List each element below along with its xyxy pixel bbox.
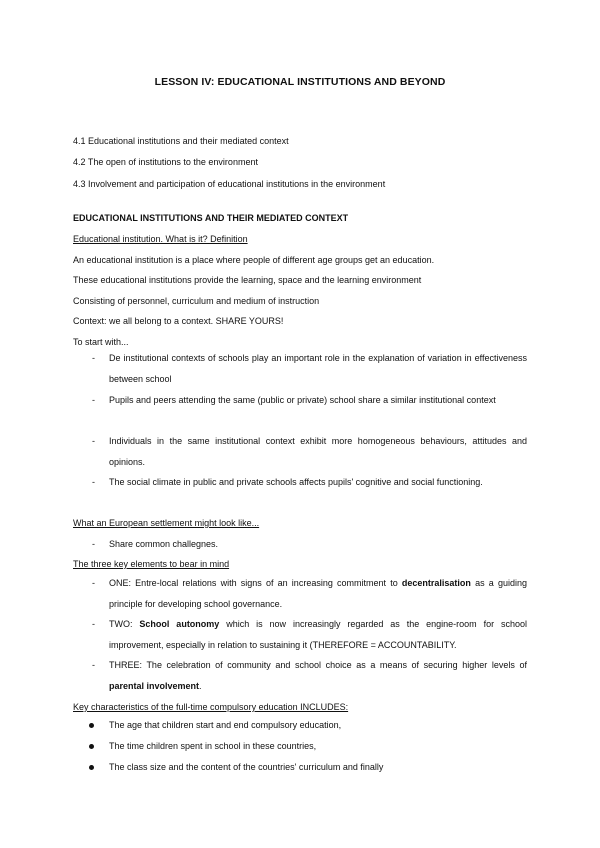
dash-bullet: - — [92, 477, 95, 487]
toc-item: 4.1 Educational institutions and their mediated context — [73, 136, 289, 146]
list-item: De institutional contexts of schools play an important role in the explanation of variation in effectiveness between school — [109, 353, 527, 384]
list-item: THREE: The celebration of community and school choice as a means of securing higher levels of parental involvement. — [109, 660, 527, 691]
page-title: LESSON IV: EDUCATIONAL INSTITUTIONS AND BEYOND — [154, 76, 446, 88]
dash-bullet: - — [92, 539, 95, 549]
dash-bullet: - — [92, 353, 95, 363]
dash-bullet: - — [92, 619, 95, 629]
key-elements-heading: The three key elements to bear in mind — [73, 559, 230, 569]
paragraph: An educational institution is a place where people of different age groups get an education. — [73, 255, 435, 265]
section-heading: EDUCATIONAL INSTITUTIONS AND THEIR MEDIATED CONTEXT — [73, 213, 349, 223]
dash-bullet: - — [92, 395, 95, 405]
paragraph: Consisting of personnel, curriculum and medium of instruction — [73, 296, 320, 306]
bullet-dot — [89, 744, 94, 749]
definition-heading: Educational institution. What is it? Definition — [73, 234, 248, 244]
list-item: The age that children start and end compulsory education, — [109, 720, 342, 730]
dash-bullet: - — [92, 660, 95, 670]
list-item: The social climate in public and private schools affects pupils' cognitive and social functioning. — [109, 477, 483, 487]
dash-bullet: - — [92, 578, 95, 588]
dash-bullet: - — [92, 436, 95, 446]
list-item: The class size and the content of the countries' curriculum and finally — [109, 762, 384, 772]
toc-item: 4.3 Involvement and participation of educational institutions in the environment — [73, 179, 386, 189]
paragraph: To start with... — [73, 337, 129, 347]
list-item: Pupils and peers attending the same (public or private) school share a similar institutional context — [109, 395, 496, 405]
toc-item: 4.2 The open of institutions to the environment — [73, 157, 258, 167]
list-item: Share common challegnes. — [109, 539, 219, 549]
bullet-dot — [89, 765, 94, 770]
paragraph: Context: we all belong to a context. SHARE YOURS! — [73, 316, 284, 326]
list-item: The time children spent in school in these countries, — [109, 741, 317, 751]
characteristics-heading: Key characteristics of the full-time compulsory education INCLUDES: — [73, 702, 349, 712]
paragraph: These educational institutions provide the learning, space and the learning environment — [73, 275, 422, 285]
list-item: ONE: Entre-local relations with signs of an increasing commitment to decentralisation as a guiding principle for developing school governance. — [109, 578, 527, 609]
list-item: Individuals in the same institutional context exhibit more homogeneous behaviours, attitudes and opinions. — [109, 436, 527, 467]
bullet-dot — [89, 723, 94, 728]
european-heading: What an European settlement might look like... — [73, 518, 260, 528]
list-item: TWO: School autonomy which is now increasingly regarded as the engine-room for school improvement, especially in relation to sustaining it (THEREFORE = ACCOUNTABILITY. — [109, 619, 527, 650]
